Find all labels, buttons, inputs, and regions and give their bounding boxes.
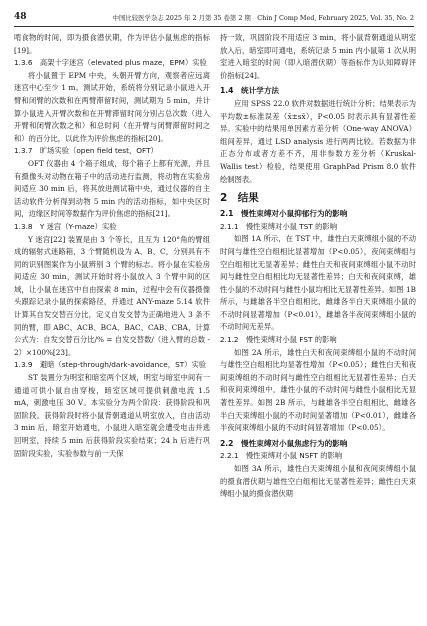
section-heading: 2.1 慢性束缚对小鼠抑郁行为的影响 (220, 209, 348, 219)
section-heading: 1.3.7 旷场实验（open field test，OFT） (14, 146, 158, 156)
paragraph: ST 装置分为明室和暗室两个区域，明室与暗室中间有一通道可供小鼠自由穿梭，暗室区域可提供刺激电流 1.5 mA，刺激电压 30 V。本实验分为两个阶段：获得阶段和巩固阶段。获得阶段时将小鼠背朝通道从明室放入，自由活动 3 min 后，暗室开始通电，小鼠进入暗室就会遭受电击并逃回明室，持续 5 min 后获得阶段实验结束；24 h 后进行巩固阶段实验，实验参数与前一天保 (14, 373, 210, 458)
paragraph: 应用 SPSS 22.0 软件对数据进行统计分析；结果表示为平均数±标准误差（x̄±sx̄），P<0.05 时表示具有显著性差异。实验中的结果用单因素方差分析（One-way ANOVA）组间差异，通过 LSD analysis 进行两两比较。若数据为非正态分布或者方差不齐，用非参数方差分析（Kruskal-Wallis test）检验，结果使用 GraphPad Prism 8.0 软件绘制图表。 (220, 98, 416, 184)
major-heading: 2 结果 (220, 192, 259, 205)
paragraph: 啃食物的时间，即为摄食潜伏期，作为评估小鼠焦虑的指标[19]。 (14, 33, 210, 55)
subsection-heading: 2.1.2 慢性束缚对小鼠 FST 的影响 (220, 335, 337, 345)
section-heading: 1.4 统计学方法 (220, 86, 280, 96)
paragraph: 如图 2A 所示，雄性白天和夜间束缚组小鼠的不动时间与雄性空白组相比均显著性增加（P<0.05）；雌性白天和夜间束缚组的不动时间与雌性空白组相比无显著性差异；白天和夜间束缚组中，雄性小鼠的不动时间与雌性小鼠相比无显著性差异。如图 2B 所示，与雌雄各半空白组相比，雌雄各半白天束缚组小鼠的不动时间显著增加（P<0.01），雌雄各半夜间束缚组小鼠的不动时间显著增加（P<0.05）。 (220, 347, 416, 433)
right-column (220, 32, 416, 501)
paragraph: 将小鼠置于 EPM 中央，头朝开臂方向，观察者应远离迷宫中心至少 1 m。测试开始，系统将分别记录小鼠进入开臂和闭臂的次数和在两臂滞留时间，测试期为 5 min，并计算小鼠进入开臂次数和在开臂滞留时间分别占总次数（进入开臂和闭臂次数之和）和总时间（在开臂与闭臂滞留时间之和）的百分比，以此作为评价焦虑的指标[20]。 (14, 70, 210, 143)
paragraph: OFT 仪器由 4 个箱子组成，每个箱子上都有光源，并且有摄像头对动物在箱子中的活动进行监测，将动物在实验房间适应 30 min 后，将其放进测试箱中央，通过仪器的自主活动软件分析得到动物 5 min 内的活动指标，如中央区时间，边缘区时间等数据作为评价焦虑的指标[21]。 (14, 158, 210, 219)
section-heading: 1.3.8 Y 迷宫（Y-maze）实验 (14, 221, 117, 231)
paragraph: Y 迷宫[22] 装置是由 3 个等长，且互为 120°角的臂组成的辐射式迷路箱，3 个臂随机设为 A、B、C，分别具有不同的识别图案作为小鼠辨别 3 个臂的标志。将小鼠在实验房间适应 30 min，测试开始时将小鼠放入 3 个臂中间的区域，让小鼠在迷宫中自由探索 8 min，过程中会有仪器摄像头跟踪记录小鼠的探索路径，并通过 ANY-maze 5.14 软件计算其自发交替百分比，定义自发交替为正确地进入 3 条不同的臂，即 ABC、ACB、BCA、BAC、CAB、CBA，计算公式为：自发交替百分比/% = 自发交替数/（进入臂的总数 - 2）×100%[23]。 (14, 234, 210, 357)
running-header (14, 10, 414, 27)
section-heading: 1.3.6 高架十字迷宫（elevated plus maze，EPM）实验 (14, 58, 207, 68)
page-number: 48 (14, 12, 27, 22)
section-heading: 2.2 慢性束缚对小鼠焦虑行为的影响 (220, 438, 348, 448)
paragraph: 持一致，巩固阶段不用适应 3 min，将小鼠背朝通道从明室放入后，暗室即可通电，系统记录 5 min 内小鼠第 1 次从明室进入暗室的时间（即入暗潜伏期）等指标作为认知障碍评价指标[24]。 (220, 33, 416, 80)
subsection-heading: 2.1.1 慢性束缚对小鼠 TST 的影响 (220, 221, 338, 231)
journal-citation: 中国比较医学杂志 2025 年 2 月第 35 卷第 2 期 Chin J Comp Med, February 2025, Vol. 35, No. 2 (112, 13, 414, 22)
paragraph: 如图 1A 所示，在 TST 中，雄性白天束缚组小鼠的不动时间与雄性空白组相比显著增加（P<0.05），夜间束缚组与空白组相比无显著差异；雌性白天和夜间束缚组小鼠不动时间与雌性空白组相比均无显著性差异；白天和夜间束缚，雄性小鼠的不动时间与雌性小鼠均相比无显著性差异。如图 1B 所示，与雌雄各半空白组相比，雌雄各半白天束缚组小鼠的不动时间显著增加（P<0.01），雌雄各半夜间束缚组小鼠的不动时间无差异。 (220, 234, 416, 332)
paragraph: 如图 3A 所示，雄性白天束缚组小鼠和夜间束缚组小鼠的摄食潜伏期与雄性空白组相比无显著性差异；雌性白天束缚组小鼠的摄食潜伏期 (220, 464, 416, 499)
left-column (14, 32, 210, 460)
subsection-heading: 2.2.1 慢性束缚对小鼠 NSFT 的影响 (220, 451, 343, 461)
section-heading: 1.3.9 避暗（step-through/dark-avoidance，ST）实验 (14, 360, 207, 370)
